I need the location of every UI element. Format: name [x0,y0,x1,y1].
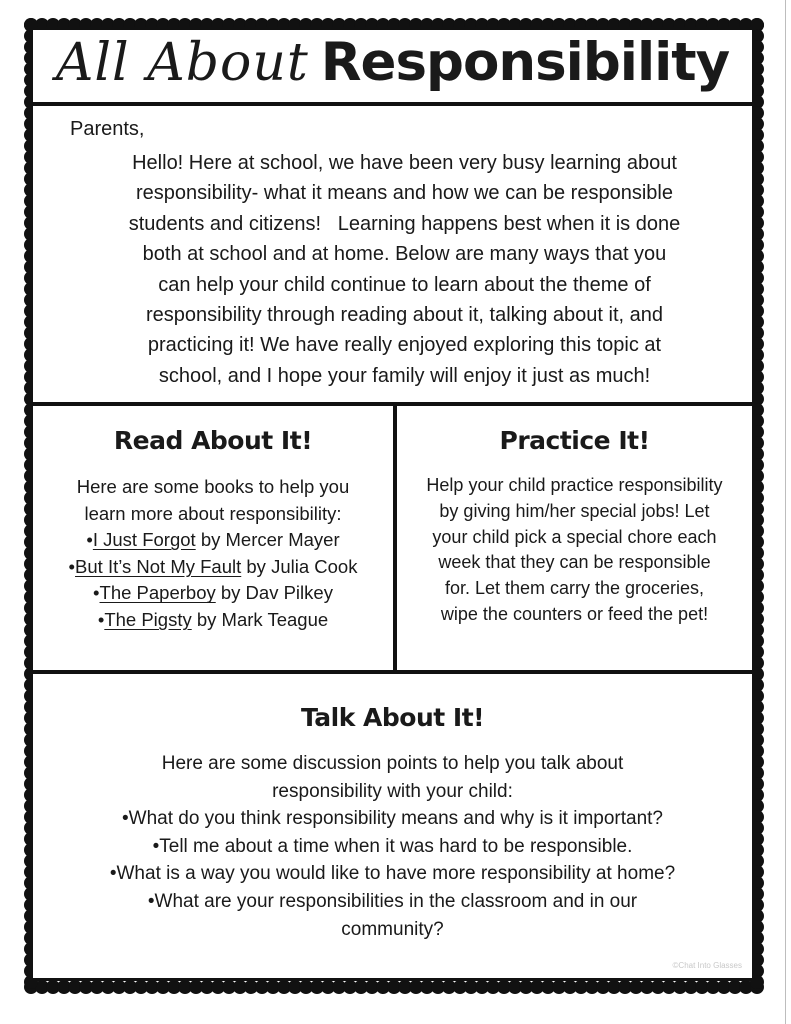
talk-heading: Talk About It! [300,703,485,732]
intro-line: responsibility through reading about it, talking about it, and [145,304,663,327]
practice-line: for. Let them carry the groceries, [444,578,705,599]
talk-line: •Tell me about a time when it was hard to be responsible. [152,835,633,857]
talk-line: Here are some discussion points to help you talk about [161,753,624,774]
read-about-it-panel [30,403,396,673]
title-bold-part: Responsibility [320,32,730,93]
practice-line: by giving him/her special jobs! Let [439,500,710,521]
read-text [37,474,389,634]
intro-line: school, and I hope your family will enjoy it just as much! [158,364,651,387]
talk-about-it-panel [30,671,755,981]
title-script-part: All About [55,33,309,93]
book-item: •I Just Forgot by Mercer Mayer [86,529,340,551]
practice-line: your child pick a special chore each [432,526,717,547]
practice-line: Help your child practice responsibility [426,475,723,495]
practice-line: wipe the counters or feed the pet! [440,603,709,624]
page-title [33,32,752,93]
book-title: But It’s Not My Fault [75,555,242,577]
intro-line: practicing it! We have really enjoyed exploring this topic at [147,334,662,357]
intro-line: both at school and at home. Below are many ways that you [142,243,667,266]
talk-line: responsibility with your child: [272,780,513,802]
read-heading: Read About It! [113,426,313,455]
book-title: I Just Forgot [92,529,196,551]
talk-line: community? [341,918,444,940]
read-intro-line: Here are some books to help you [76,476,350,497]
intro-panel [30,103,755,405]
intro-line: responsibility- what it means and how we can be responsible [136,182,673,205]
title-panel [30,27,755,105]
book-title: The Pigsty [104,608,192,630]
scan-edge-line [785,0,786,1024]
practice-text [401,473,748,628]
talk-text [43,750,742,943]
talk-line: •What is a way you would like to have more responsibility at home? [109,863,676,885]
practice-it-panel [394,403,755,673]
intro-line: can help your child continue to learn about the theme of [158,273,651,296]
intro-greeting: Parents, [70,118,145,140]
talk-line: •What do you think responsibility means and why is it important? [121,808,664,830]
intro-body [75,148,734,391]
intro-line: Hello! Here at school, we have been very busy learning about [132,152,677,174]
intro-line: students and citizens! Learning happens best when it is done [128,212,681,235]
read-intro-line: learn more about responsibility: [84,502,342,524]
book-item: •But It’s Not My Fault by Julia Cook [68,555,358,577]
talk-line: •What are your responsibilities in the classroom and in our [147,890,638,912]
footer-credit: ©Chat Into Glasses [672,961,742,970]
book-title: The Paperboy [99,582,216,604]
practice-line: week that they can be responsible [438,552,711,573]
practice-heading: Practice It! [499,426,650,455]
book-item: •The Pigsty by Mark Teague [97,608,329,630]
book-item: •The Paperboy by Dav Pilkey [93,582,333,604]
